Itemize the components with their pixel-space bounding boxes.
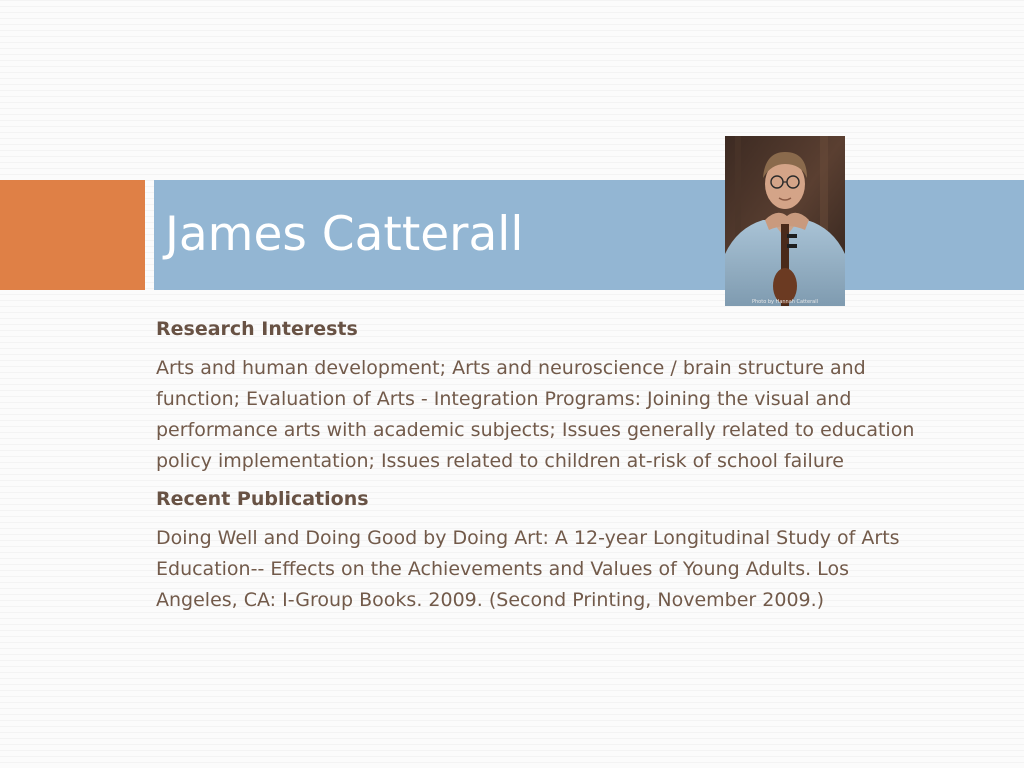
content-body (156, 316, 956, 616)
recent-publications-heading: Recent Publications (156, 488, 369, 510)
accent-block (0, 180, 145, 290)
research-interests-heading: Research Interests (156, 318, 358, 340)
research-interests-text: Arts and human development; Arts and neuroscience / brain structure and function; Evaluation of Arts - Integration Programs: Joining the visual and performance arts with academic subjects; Issues generally related to education policy implementation; Issues related to children at-risk of school failure (156, 357, 915, 472)
portrait-image (725, 136, 845, 306)
recent-publications-text: Doing Well and Doing Good by Doing Art: A 12-year Longitudinal Study of Arts Education-- Effects on the Achievements and Values of Young Adults. Los Angeles, CA: I-Group Books. 2009. (Second Printing, November 2009.) (156, 527, 900, 611)
photo-credit: Photo by Hannah Catterall (751, 299, 818, 305)
slide-title: James Catterall (165, 207, 524, 262)
portrait-photo (725, 136, 845, 306)
